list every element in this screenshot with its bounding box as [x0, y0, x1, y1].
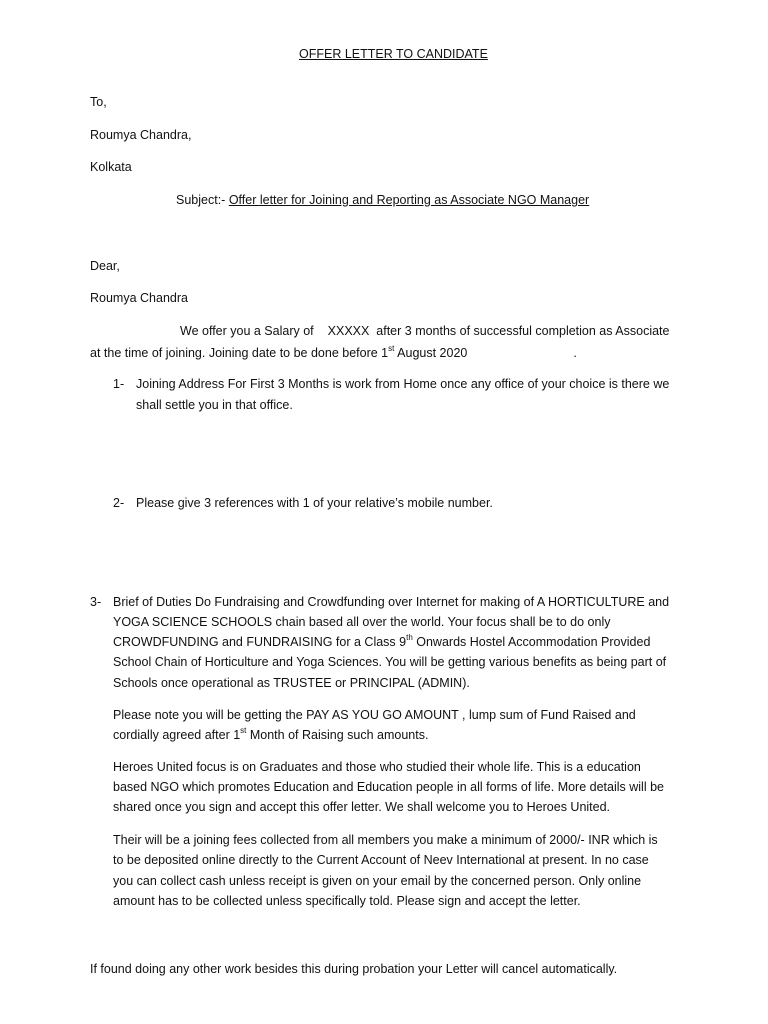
intro-period: .: [573, 346, 577, 360]
intro-salary-text: We offer you a Salary of: [180, 324, 314, 338]
joining-date: August 2020: [394, 346, 468, 360]
pay-line-1: Please note you will be getting the PAY AS YOU GO AMOUNT , lump sum of Fund Raised and: [113, 708, 636, 722]
closing-line: If found doing any other work besides this during probation your Letter will cancel automatically.: [90, 962, 618, 976]
salutation-dear: Dear,: [90, 259, 120, 273]
item-3-line-3: [113, 632, 650, 652]
fees-line-2: to be deposited online directly to the Current Account of Neev International at present. In no case: [113, 853, 649, 867]
item-3-line-1: Brief of Duties Do Fundraising and Crowdfunding over Internet for making of A HORTICULTURE and: [113, 595, 670, 609]
letter-title: OFFER LETTER TO CANDIDATE: [299, 47, 488, 61]
subject-line: [176, 190, 589, 210]
class-ordinal: th: [406, 632, 413, 642]
address-name: Roumya Chandra,: [90, 128, 192, 142]
item-3-number: 3-: [90, 595, 102, 609]
item-2-line-1: Please give 3 references with 1 of your relative’s mobile number.: [136, 496, 493, 510]
fees-line-4: amount has to be collected unless specifically told. Please sign and accept the letter.: [113, 894, 581, 908]
pay-line-2: [113, 725, 428, 745]
item-3-line-2: YOGA SCIENCE SCHOOLS chain based all over the world. Your focus shall be to do only: [113, 615, 611, 629]
address-to: To,: [90, 95, 107, 109]
date-ordinal: st: [388, 343, 395, 353]
item-3-line-4: School Chain of Horticulture and Yoga Sciences. You will be getting various benefits as being part of: [113, 655, 667, 669]
fees-line-3: you can collect cash unless receipt is given on your email by the concerned person. Only online: [113, 874, 642, 888]
heroes-line-1: Heroes United focus is on Graduates and those who studied their whole life. This is a education: [113, 760, 641, 774]
item-2-number: 2-: [113, 496, 125, 510]
intro-line-2: [90, 343, 577, 363]
joining-date-text: at the time of joining. Joining date to be done before 1: [90, 346, 389, 360]
hostel-text: Onwards Hostel Accommodation Provided: [412, 635, 651, 649]
pay-month-text: Month of Raising such amounts.: [246, 728, 429, 742]
pay-text: cordially agreed after 1: [113, 728, 241, 742]
heroes-line-3: shared once you sign and accept this offer letter. We shall welcome you to Heroes United.: [113, 800, 611, 814]
fees-line-1: Their will be a joining fees collected from all members you make a minimum of 2000/- INR which is: [113, 833, 658, 847]
pay-ordinal: st: [240, 725, 247, 735]
intro-completion-text: after 3 months of successful completion as Associate: [376, 324, 670, 338]
salutation-name: Roumya Chandra: [90, 291, 188, 305]
subject-label: Subject:-: [176, 193, 226, 207]
item-1-line-2: shall settle you in that office.: [136, 398, 293, 412]
salary-value: XXXXX: [327, 324, 370, 338]
item-1-number: 1-: [113, 377, 125, 391]
address-city: Kolkata: [90, 160, 132, 174]
item-1-line-1: Joining Address For First 3 Months is work from Home once any office of your choice is there we: [136, 377, 670, 391]
intro-line-1: [180, 321, 669, 341]
class-text: CROWDFUNDING and FUNDRAISING for a Class 9: [113, 635, 407, 649]
subject-text: Offer letter for Joining and Reporting as Associate NGO Manager: [228, 193, 590, 207]
heroes-line-2: based NGO which promotes Education and Education people in all forms of life. More details will be: [113, 780, 664, 794]
item-3-line-5: Schools once operational as TRUSTEE or PRINCIPAL (ADMIN).: [113, 676, 470, 690]
